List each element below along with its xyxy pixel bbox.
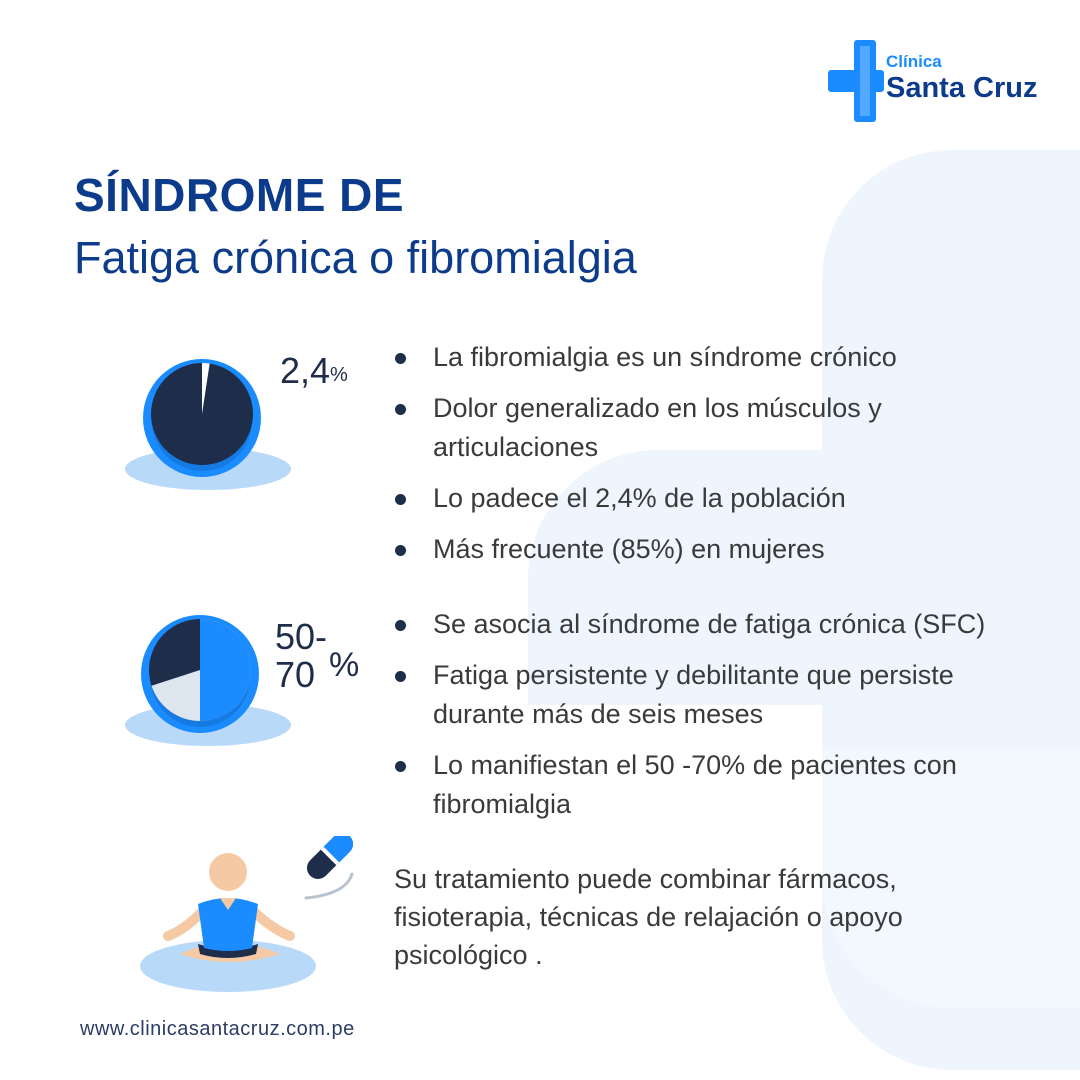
bullet-dot-icon	[395, 671, 406, 682]
pie-chart-icon	[120, 608, 295, 748]
bullet-dot-icon	[395, 545, 406, 556]
stat-pie-2	[120, 608, 295, 748]
stat-percent-2	[275, 616, 360, 695]
stat-unit-1: %	[330, 364, 348, 386]
page-subtitle: Fatiga crónica o fibromialgia	[74, 232, 637, 283]
bullet-list-1	[392, 338, 1032, 581]
bullet-list-2	[392, 605, 1052, 836]
bullet-dot-icon	[395, 620, 406, 631]
list-item: Se asocia al síndrome de fatiga crónica (SFC)	[392, 605, 1052, 644]
medical-cross-icon	[828, 40, 888, 122]
list-item: La fibromialgia es un síndrome crónico	[392, 338, 1032, 377]
bullet-dot-icon	[395, 494, 406, 505]
stat-percent-1	[280, 352, 348, 390]
stat-value-2-line2: 70	[275, 654, 316, 695]
bullet-dot-icon	[395, 404, 406, 415]
treatment-text: Su tratamiento puede combinar fármacos, fisioterapia, técnicas de relajación o apoyo psicológico .	[394, 864, 903, 970]
stat-value-1: 2,4	[280, 350, 331, 391]
website-url[interactable]: www.clinicasantacruz.com.pe	[80, 1018, 355, 1040]
stat-pie-1	[120, 352, 295, 492]
list-item: Más frecuente (85%) en mujeres	[392, 530, 1032, 569]
list-item: Lo padece el 2,4% de la población	[392, 479, 1032, 518]
bullet-dot-icon	[395, 353, 406, 364]
page-title: SÍNDROME DE	[74, 169, 405, 221]
list-item: Lo manifiestan el 50 -70% de pacientes con fibromialgia	[392, 746, 1052, 824]
pie-chart-icon	[120, 352, 295, 492]
bullet-dot-icon	[395, 761, 406, 772]
logo-text-big: Santa Cruz	[886, 72, 1038, 104]
stat-unit-2: %	[329, 646, 360, 684]
meditating-person-icon	[140, 836, 370, 996]
logo-text-small: Clínica	[886, 52, 942, 71]
list-item: Fatiga persistente y debilitante que persiste durante más de seis meses	[392, 656, 1052, 734]
capsule-icon	[302, 836, 357, 884]
stat-value-2-line1: 50-	[275, 616, 328, 657]
clinic-logo[interactable]	[828, 40, 1058, 122]
list-item: Dolor generalizado en los músculos y articulaciones	[392, 389, 1032, 467]
